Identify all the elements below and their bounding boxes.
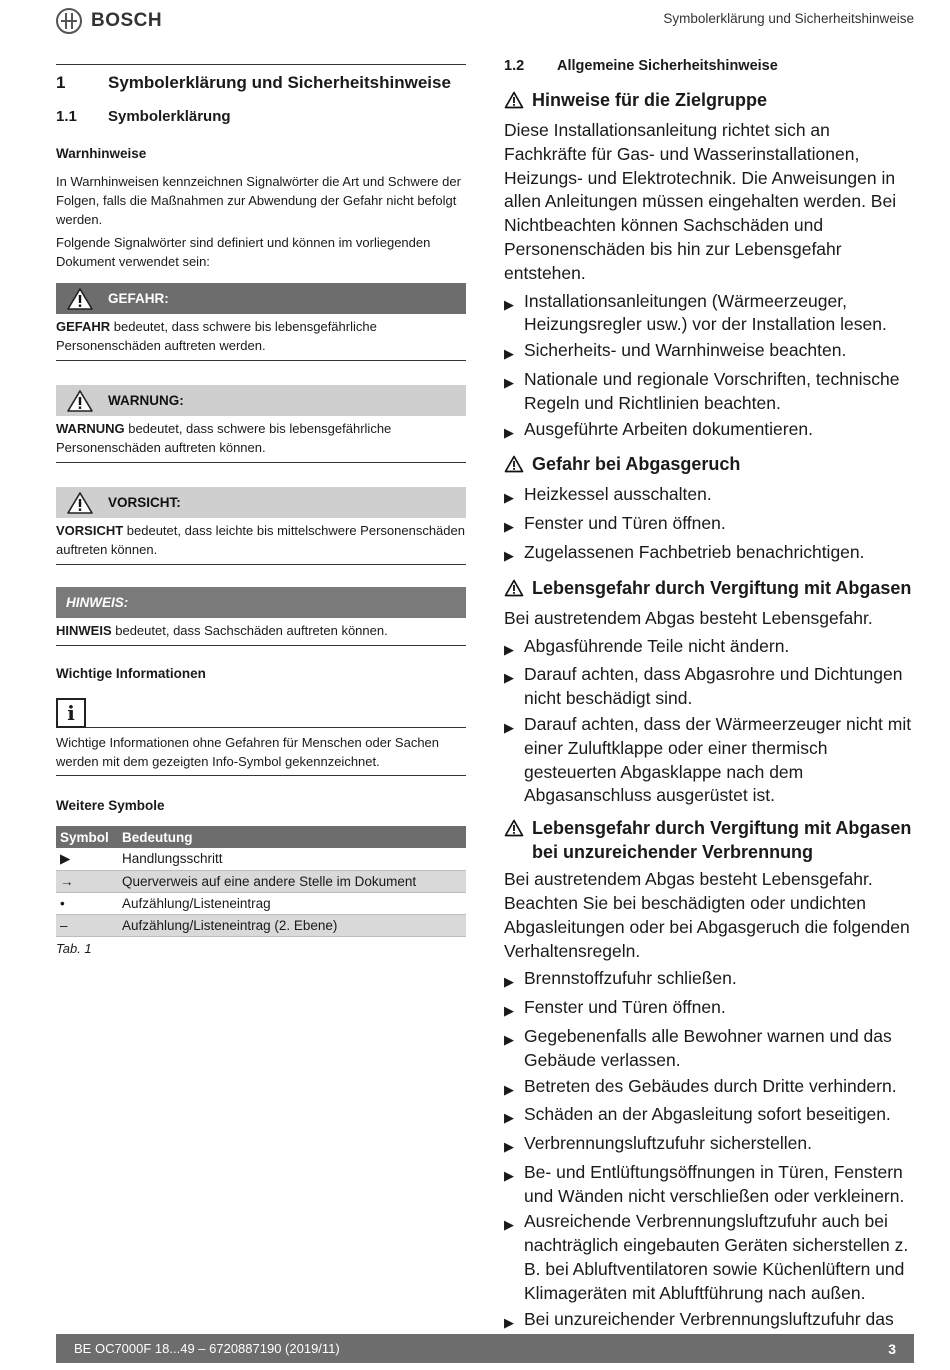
warning-triangle-icon (504, 88, 532, 115)
step-arrow-icon: ▶ (504, 1031, 514, 1047)
gefahr-label: GEFAHR: (108, 291, 169, 306)
warnhinweise-paragraph-2: Folgende Signalwörter sind definiert und können im vorliegenden Dokument verwendet sein: (56, 235, 431, 269)
vorsicht-bar (56, 487, 466, 518)
verbrennung-heading (504, 816, 916, 864)
left-column (56, 64, 466, 956)
step-arrow-icon: ▶ (504, 641, 514, 657)
warnhinweise-paragraph-1: In Warnhinweisen kennzeichnen Signalwörter die Art und Schwere der Folgen, falls die Maßnahmen zur Abwendung der Gefahr nicht befolgt werden. (56, 174, 461, 227)
verbrennung-title: Lebensgefahr durch Vergiftung mit Abgasen bei unzureichender Verbrennung (532, 818, 912, 863)
abgasgeruch-heading (504, 452, 916, 479)
step-arrow-icon: ▶ (504, 1139, 514, 1155)
list-item: ▶ Darauf achten, dass der Wärmeerzeuger nicht mit einer Zuluftklappe oder einer thermisch gesteuerten Abgasklappe nach dem Abgasanschluss ausgerüstet ist. (504, 713, 916, 808)
list-item: ▶ Fenster und Türen öffnen. (504, 996, 916, 1023)
step-arrow-icon: ▶ (504, 424, 514, 440)
warnung-description (56, 416, 466, 463)
symbol-table (56, 826, 466, 937)
section-title: Symbolerklärung und Sicherheitshinweise (108, 73, 451, 92)
bosch-logo (56, 8, 162, 34)
zielgruppe-title: Hinweise für die Zielgruppe (532, 90, 768, 110)
warning-triangle-icon (66, 491, 108, 515)
warnung-text: bedeutet, dass schwere bis lebensgefährliche Personenschäden auftreten können. (56, 421, 392, 455)
section-number: 1 (56, 73, 66, 92)
step-arrow-icon: ▶ (504, 1110, 514, 1126)
step-arrow-icon: ▶ (504, 1003, 514, 1019)
subsection-title: Allgemeine Sicherheitshinweise (557, 58, 778, 74)
right-column (504, 56, 916, 1357)
list-item: ▶ Gegebenenfalls alle Bewohner warnen und das Gebäude verlassen. (504, 1025, 916, 1073)
page-number: 3 (888, 1340, 896, 1357)
warnung-bar (56, 385, 466, 416)
vorsicht-label: VORSICHT: (108, 495, 181, 510)
brand-name: BOSCH (91, 10, 163, 31)
info-icon: i (56, 698, 86, 728)
table-cell-symbol: • (56, 892, 118, 914)
list-item: ▶ Installationsanleitungen (Wärmeerzeuger, Heizungsregler usw.) vor der Installation lesen. (504, 290, 916, 338)
section-1-2-heading (504, 58, 916, 82)
running-header: Symbolerklärung und Sicherheitshinweise (663, 11, 914, 26)
wichtige-informationen-text: Wichtige Informationen ohne Gefahren für Menschen oder Sachen werden mit dem gezeigten Info-Symbol gekennzeichnet. (56, 728, 466, 776)
step-arrow-icon: ▶ (504, 490, 514, 506)
abgasgeruch-title: Gefahr bei Abgasgeruch (532, 454, 741, 475)
weitere-symbole-heading: Weitere Symbole (56, 798, 165, 813)
step-arrow-icon: ▶ (504, 547, 514, 563)
vergiftung-heading (504, 576, 916, 603)
step-arrow-icon: ▶ (504, 296, 514, 312)
table-header-bedeutung: Bedeutung (118, 826, 466, 848)
list-item: ▶ Darauf achten, dass Abgasrohre und Dichtungen nicht beschädigt sind. (504, 663, 916, 711)
list-item: ▶ Be- und Entlüftungsöffnungen in Türen, Fenstern und Wänden nicht verschließen oder verkleinern. (504, 1161, 916, 1209)
vorsicht-text: bedeutet, dass leichte bis mittelschwere Personenschäden auftreten können. (56, 523, 465, 557)
hinweis-bar (56, 587, 466, 618)
warning-triangle-icon (504, 576, 532, 603)
section-1-1-heading (56, 108, 466, 134)
list-item: ▶ Zugelassenen Fachbetrieb benachrichtigen. (504, 541, 916, 568)
table-header-symbol: Symbol (56, 826, 118, 848)
abgasgeruch-steps (504, 483, 916, 567)
step-arrow-icon: ▶ (504, 1167, 514, 1183)
verbrennung-steps (504, 967, 916, 1355)
warnhinweise-heading: Warnhinweise (56, 146, 147, 161)
table-caption: Tab. 1 (56, 940, 92, 956)
page-footer (56, 1334, 914, 1363)
step-arrow-icon: ▶ (504, 346, 514, 362)
table-cell-meaning: Aufzählung/Listeneintrag (2. Ebene) (118, 914, 466, 936)
list-item: ▶ Ausgeführte Arbeiten dokumentieren. (504, 418, 916, 445)
list-item: ▶ Betreten des Gebäudes durch Dritte verhindern. (504, 1075, 916, 1102)
subsection-title: Symbolerklärung (108, 108, 231, 125)
bosch-armature-icon (56, 8, 82, 34)
list-item: ▶ Bei unzureichender Verbrennungsluftzufuhr das (504, 1308, 916, 1356)
list-item: ▶ Sicherheits- und Warnhinweise beachten. (504, 339, 916, 366)
list-item: ▶ Schäden an der Abgasleitung sofort beseitigen. (504, 1103, 916, 1130)
warnung-word: WARNUNG (56, 421, 125, 436)
info-row (56, 698, 466, 728)
table-row (56, 892, 466, 914)
list-item: ▶ Ausreichende Verbrennungsluftzufuhr auch bei nachträglich eingebauten Geräten sicherstellen z. B. bei Abluftventilatoren sowie Küchenlüftern und Klimageräten mit Abluftführung nach außen. (504, 1210, 916, 1305)
warning-triangle-icon (66, 389, 108, 413)
step-arrow-icon: ▶ (504, 719, 514, 735)
step-arrow-icon: ▶ (504, 1081, 514, 1097)
step-arrow-icon: ▶ (504, 1217, 514, 1233)
list-item: ▶ Verbrennungsluftzufuhr sicherstellen. (504, 1132, 916, 1159)
subsection-number: 1.1 (56, 108, 77, 125)
table-cell-meaning: Aufzählung/Listeneintrag (118, 892, 466, 914)
table-cell-symbol: → (56, 870, 118, 892)
table-row (56, 914, 466, 936)
gefahr-word: GEFAHR (56, 319, 111, 334)
table-cell-meaning: Handlungsschritt (118, 848, 466, 870)
hinweis-description (56, 618, 466, 646)
section-1-heading (56, 64, 466, 98)
hinweis-label: HINWEIS: (66, 595, 129, 610)
hinweis-text: bedeutet, dass Sachschäden auftreten können. (111, 623, 388, 638)
table-header-row (56, 826, 466, 848)
vorsicht-description (56, 518, 466, 565)
subsection-number: 1.2 (504, 58, 525, 74)
list-item: ▶ Abgasführende Teile nicht ändern. (504, 635, 916, 662)
zielgruppe-paragraph: Diese Installationsanleitung richtet sich an Fachkräfte für Gas- und Wasserinstallationen, Heizungs- und Elektrotechnik. Die Anweisungen in allen Anleitungen müssen eingehalten werden. Bei Nichtbeachten können Sachschäden und Personenschäden bis hin zur Lebensgefahr entstehen. (504, 120, 897, 283)
verbrennung-paragraph: Bei austretendem Abgas besteht Lebensgefahr. Beachten Sie bei beschädigten oder undichten Abgasleitungen oder bei Abgasgeruch die folgenden Verhaltensregeln. (504, 869, 910, 961)
vergiftung-paragraph: Bei austretendem Abgas besteht Lebensgefahr. (504, 607, 873, 628)
warnung-label: WARNUNG: (108, 393, 184, 408)
zielgruppe-heading (504, 88, 916, 115)
table-cell-symbol: – (56, 914, 118, 936)
table-row (56, 870, 466, 892)
vorsicht-word: VORSICHT (56, 523, 124, 538)
gefahr-text: bedeutet, dass schwere bis lebensgefährliche Personenschäden auftreten werden. (56, 319, 377, 353)
list-item: ▶ Nationale und regionale Vorschriften, technische Regeln und Richtlinien beachten. (504, 368, 916, 416)
list-item: ▶ Fenster und Türen öffnen. (504, 512, 916, 539)
warning-triangle-icon (66, 287, 108, 311)
vergiftung-steps (504, 635, 916, 809)
vergiftung-title: Lebensgefahr durch Vergiftung mit Abgasen (532, 577, 912, 598)
list-item: ▶ Heizkessel ausschalten. (504, 483, 916, 510)
gefahr-description (56, 314, 466, 361)
zielgruppe-steps (504, 290, 916, 445)
table-cell-symbol: ▶ (56, 848, 118, 870)
step-arrow-icon: ▶ (504, 670, 514, 686)
document-reference: BE OC7000F 18...49 – 6720887190 (2019/11) (74, 1341, 340, 1356)
wichtige-informationen-heading: Wichtige Informationen (56, 666, 206, 681)
step-arrow-icon: ▶ (504, 374, 514, 390)
warning-triangle-icon (504, 452, 532, 479)
gefahr-bar (56, 283, 466, 314)
table-cell-meaning: Querverweis auf eine andere Stelle im Dokument (118, 870, 466, 892)
hinweis-word: HINWEIS (56, 623, 112, 638)
step-arrow-icon: ▶ (504, 1314, 514, 1330)
warning-triangle-icon (504, 816, 532, 864)
list-item: ▶ Brennstoffzufuhr schließen. (504, 967, 916, 994)
step-arrow-icon: ▶ (504, 519, 514, 535)
table-row (56, 848, 466, 870)
step-arrow-icon: ▶ (504, 974, 514, 990)
